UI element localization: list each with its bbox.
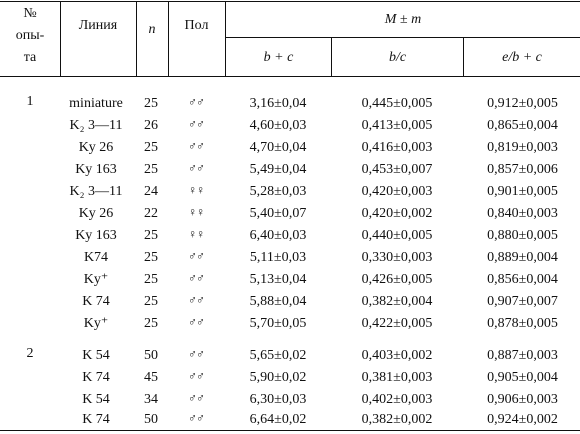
sample-size: 34 <box>144 392 158 407</box>
value-b-over-c: 0,416±0,003 <box>361 140 433 155</box>
value-b-plus-c: 5,49±0,04 <box>249 162 307 177</box>
line-name: K 74 <box>82 294 110 309</box>
experiment-number: 2 <box>26 346 34 361</box>
value-b-over-c: 0,445±0,005 <box>361 96 433 111</box>
sex-symbol: ♀♀ <box>188 227 204 241</box>
sample-size: 25 <box>144 294 158 309</box>
sample-size: 50 <box>144 412 158 427</box>
value-e-ratio: 0,857±0,006 <box>487 162 558 177</box>
value-b-over-c: 0,420±0,002 <box>361 206 433 221</box>
line-name: K 74 <box>82 412 110 427</box>
value-e-ratio: 0,912±0,005 <box>487 96 558 111</box>
value-b-over-c: 0,453±0,007 <box>361 162 433 177</box>
sample-size: 45 <box>144 370 158 385</box>
sex-symbol: ♂♂ <box>188 369 204 383</box>
value-b-plus-c: 5,65±0,02 <box>249 348 307 363</box>
header-experiment-no: № <box>23 6 37 21</box>
value-e-ratio: 0,878±0,005 <box>487 316 558 331</box>
line-name: K₂ 3—11 <box>69 184 123 199</box>
header-bottom-rule <box>0 76 580 77</box>
value-b-plus-c: 6,40±0,03 <box>249 228 307 243</box>
header-divider-2 <box>136 1 137 77</box>
header-n: n <box>148 22 156 37</box>
sex-symbol: ♀♀ <box>188 205 204 219</box>
sample-size: 25 <box>144 316 158 331</box>
value-b-over-c: 0,381±0,003 <box>361 370 433 385</box>
value-b-plus-c: 5,40±0,07 <box>249 206 307 221</box>
line-name: miniature <box>69 96 123 111</box>
value-e-ratio: 0,880±0,005 <box>487 228 558 243</box>
line-name: K 54 <box>82 392 110 407</box>
value-b-plus-c: 6,30±0,03 <box>249 392 307 407</box>
sex-symbol: ♀♀ <box>188 183 204 197</box>
sex-symbol: ♂♂ <box>188 249 204 263</box>
value-b-over-c: 0,402±0,003 <box>361 392 433 407</box>
value-b-plus-c: 4,70±0,04 <box>249 140 307 155</box>
mean-subheader-rule <box>226 37 580 38</box>
header-divider-3 <box>168 1 169 77</box>
value-b-over-c: 0,426±0,005 <box>361 272 433 287</box>
value-b-over-c: 0,440±0,005 <box>361 228 433 243</box>
sex-symbol: ♂♂ <box>188 117 204 131</box>
top-rule <box>0 1 580 2</box>
value-e-ratio: 0,887±0,003 <box>487 348 558 363</box>
value-e-ratio: 0,901±0,005 <box>487 184 558 199</box>
value-e-ratio: 0,924±0,002 <box>487 412 558 427</box>
line-name: K₂ 3—11 <box>69 118 123 133</box>
header-e-ratio: e/b + c <box>502 50 542 65</box>
header-b-over-c: b/c <box>388 50 407 65</box>
sex-symbol: ♂♂ <box>188 347 204 361</box>
value-b-plus-c: 4,60±0,03 <box>249 118 307 133</box>
sex-symbol: ♂♂ <box>188 139 204 153</box>
value-b-over-c: 0,413±0,005 <box>361 118 433 133</box>
sample-size: 25 <box>144 250 158 265</box>
value-b-over-c: 0,382±0,004 <box>361 294 433 309</box>
value-e-ratio: 0,819±0,003 <box>487 140 558 155</box>
value-e-ratio: 0,905±0,004 <box>487 370 558 385</box>
value-b-plus-c: 5,70±0,05 <box>249 316 307 331</box>
line-name: K 54 <box>82 348 110 363</box>
sample-size: 26 <box>144 118 158 133</box>
header-sex: Пол <box>184 18 209 33</box>
sample-size: 25 <box>144 272 158 287</box>
experiment-number: 1 <box>26 94 34 109</box>
value-b-plus-c: 5,90±0,02 <box>249 370 307 385</box>
value-e-ratio: 0,856±0,004 <box>487 272 558 287</box>
value-b-over-c: 0,420±0,003 <box>361 184 433 199</box>
sample-size: 24 <box>144 184 158 199</box>
value-e-ratio: 0,889±0,004 <box>487 250 558 265</box>
header-b-plus-c: b + c <box>263 50 294 65</box>
sample-size: 50 <box>144 348 158 363</box>
sample-size: 25 <box>144 140 158 155</box>
value-b-plus-c: 5,13±0,04 <box>249 272 307 287</box>
sex-symbol: ♂♂ <box>188 293 204 307</box>
sex-symbol: ♂♂ <box>188 391 204 405</box>
value-e-ratio: 0,906±0,003 <box>487 392 558 407</box>
value-b-plus-c: 5,88±0,04 <box>249 294 307 309</box>
value-e-ratio: 0,907±0,007 <box>487 294 558 309</box>
line-name: Ky⁺ <box>83 316 109 331</box>
sex-symbol: ♂♂ <box>188 411 204 425</box>
line-name: Ky⁺ <box>83 272 109 287</box>
line-name: Ky 163 <box>75 162 117 177</box>
sex-symbol: ♂♂ <box>188 271 204 285</box>
header-line: Линия <box>78 18 118 33</box>
value-b-over-c: 0,382±0,002 <box>361 412 433 427</box>
sample-size: 25 <box>144 228 158 243</box>
sex-symbol: ♂♂ <box>188 95 204 109</box>
line-name: Ky 26 <box>78 140 114 155</box>
header-divider-1 <box>60 1 61 77</box>
value-b-plus-c: 5,11±0,03 <box>249 250 307 265</box>
sex-symbol: ♂♂ <box>188 161 204 175</box>
sample-size: 22 <box>144 206 158 221</box>
line-name: K 74 <box>82 370 110 385</box>
value-b-plus-c: 6,64±0,02 <box>249 412 307 427</box>
header-experiment-line2: та <box>23 50 37 65</box>
line-name: K74 <box>83 250 109 265</box>
header-experiment-line1: опы- <box>15 28 45 43</box>
sample-size: 25 <box>144 162 158 177</box>
sex-symbol: ♂♂ <box>188 315 204 329</box>
line-name: Ky 163 <box>75 228 117 243</box>
value-b-over-c: 0,403±0,002 <box>361 348 433 363</box>
sample-size: 25 <box>144 96 158 111</box>
bottom-rule <box>0 430 580 431</box>
value-e-ratio: 0,840±0,003 <box>487 206 558 221</box>
value-b-plus-c: 5,28±0,03 <box>249 184 307 199</box>
value-e-ratio: 0,865±0,004 <box>487 118 558 133</box>
value-b-over-c: 0,422±0,005 <box>361 316 433 331</box>
header-mean: M ± m <box>384 12 422 27</box>
value-b-plus-c: 3,16±0,04 <box>249 96 307 111</box>
value-b-over-c: 0,330±0,003 <box>361 250 433 265</box>
line-name: Ky 26 <box>78 206 114 221</box>
